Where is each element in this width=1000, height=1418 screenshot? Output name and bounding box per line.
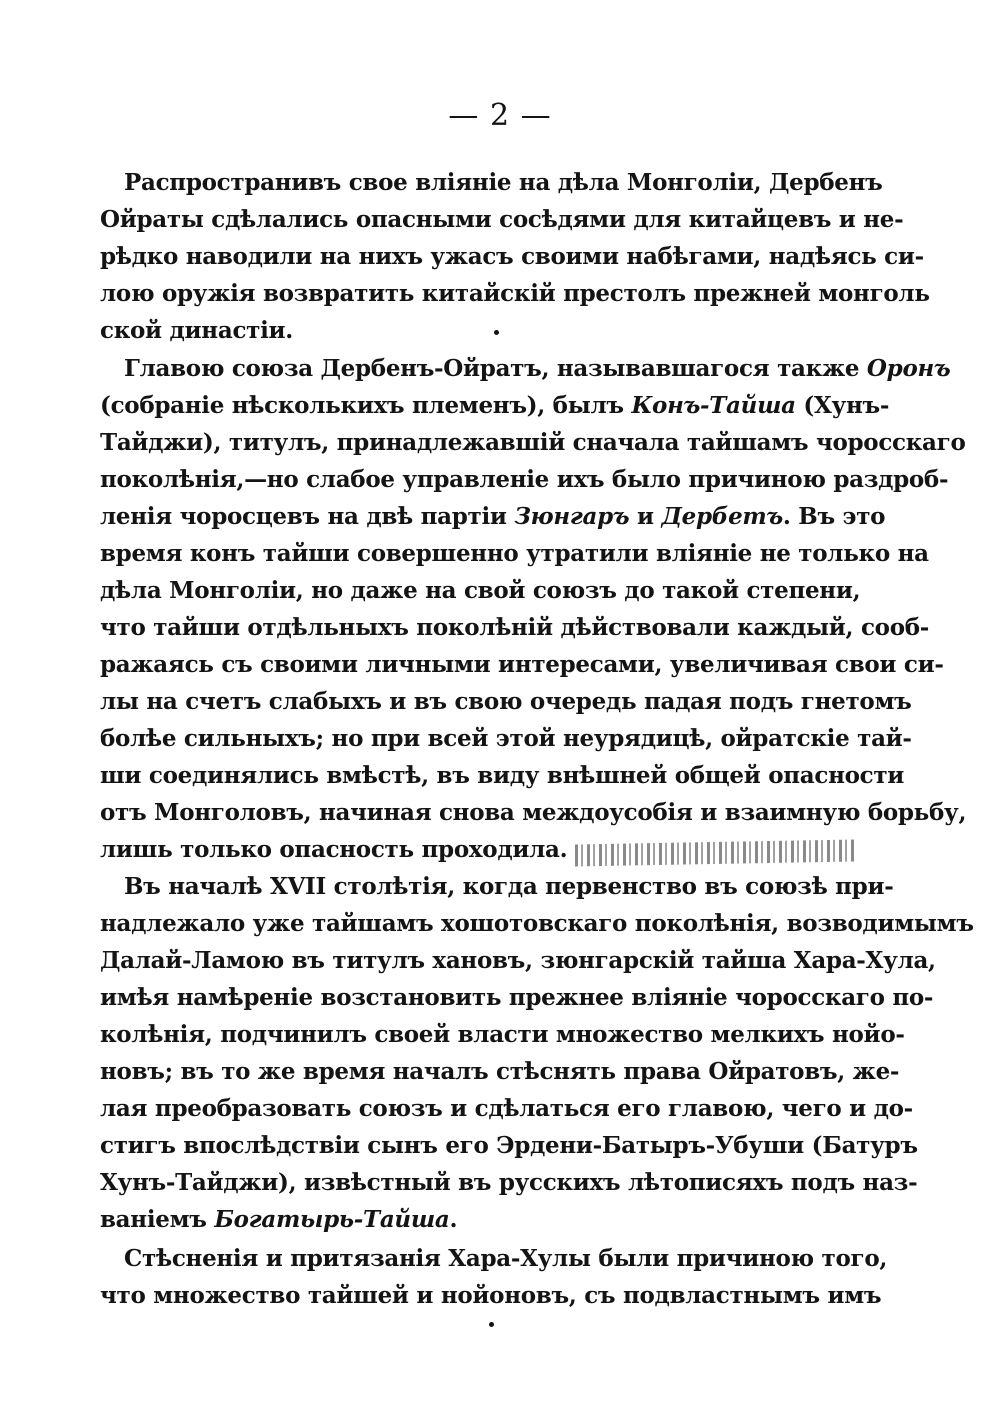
text-line xyxy=(100,942,936,980)
line-text: Ойраты сдѣлались опасными сосѣдями для китайцевъ и не- xyxy=(100,206,904,233)
text-line xyxy=(100,720,912,758)
text-line xyxy=(100,1016,905,1054)
line-text: (Хунъ- xyxy=(795,392,890,419)
italic-term: Конъ-Тайша xyxy=(631,392,796,419)
line-text: стигъ впослѣдствіи сынъ его Эрдени-Батыръ-Убуши (Батуръ xyxy=(100,1132,918,1159)
text-line xyxy=(100,609,930,647)
text-line xyxy=(100,275,930,313)
line-text: лою оружія возвратить китайскій престолъ прежней монголь xyxy=(100,280,930,307)
ink-dot xyxy=(489,1322,494,1327)
line-text: Главою союза Дербенъ-Ойратъ, называвшагося также xyxy=(124,355,867,382)
line-text: Далай-Ламою въ титулъ хановъ, зюнгарскій тайша Хара-Хула, xyxy=(100,947,936,974)
line-text: ской династіи. xyxy=(100,317,294,344)
line-text: лы на счетъ слабыхъ и въ свою очередь падая подъ гнетомъ xyxy=(100,688,912,715)
line-text: Распространивъ свое вліяніе на дѣла Монголіи, Дербенъ xyxy=(124,169,883,196)
text-line xyxy=(100,201,904,239)
line-text: колѣнія, подчинилъ своей власти множество мелкихъ нойо- xyxy=(100,1021,905,1048)
text-line xyxy=(124,350,951,388)
italic-term: Зюнгаръ xyxy=(514,503,630,530)
text-line xyxy=(100,1127,918,1165)
text-line xyxy=(124,1240,888,1278)
italic-term: Дербетъ xyxy=(661,503,783,530)
text-line xyxy=(100,979,934,1017)
text-line xyxy=(100,1090,913,1128)
text-line xyxy=(100,757,905,795)
line-text: Хунъ-Тайджи), извѣстный въ русскихъ лѣтописяхъ подъ наз- xyxy=(100,1169,918,1196)
line-text: Въ началѣ XVII столѣтія, когда первенство въ союзѣ при- xyxy=(124,873,894,900)
text-line xyxy=(100,1277,882,1315)
line-text: ленія чоросцевъ на двѣ партіи xyxy=(100,503,515,530)
text-line xyxy=(100,312,850,350)
line-text: отъ Монголовъ, начиная снова междоусобія и взаимную борьбу, xyxy=(100,799,967,826)
text-line xyxy=(100,424,966,462)
italic-term: Оронъ xyxy=(866,355,951,382)
line-text: . Въ это xyxy=(782,503,886,530)
line-text: (собраніе нѣсколькихъ племенъ), былъ xyxy=(100,392,632,419)
line-text: и xyxy=(629,503,662,530)
text-line xyxy=(100,905,974,943)
line-text: болѣе сильныхъ; но при всей этой неурядицѣ, ойратскіе тай- xyxy=(100,725,912,752)
line-text: ражаясь съ своими личными интересами, увеличивая свои си- xyxy=(100,651,944,678)
text-line xyxy=(100,498,886,536)
italic-term: Богатырь-Тайша xyxy=(214,1206,450,1233)
line-text: Стѣсненія и притязанія Хара-Хулы были причиною того, xyxy=(124,1245,888,1272)
ink-dot xyxy=(494,330,499,335)
line-text: надлежало уже тайшамъ хошотовскаго поколѣнія, возводимымъ xyxy=(100,910,974,937)
line-text: . xyxy=(449,1206,458,1233)
text-line xyxy=(100,1164,918,1202)
line-text: имѣя намѣреніе возстановить прежнее вліяніе чоросскаго по- xyxy=(100,984,934,1011)
line-text: дѣла Монголіи, но даже на свой союзъ до такой степени, xyxy=(100,577,861,604)
line-text: новъ; въ то же время началъ стѣснять права Ойратовъ, же- xyxy=(100,1058,900,1085)
text-line xyxy=(100,683,912,721)
line-text: что тайши отдѣльныхъ поколѣній дѣйствовали каждый, сооб- xyxy=(100,614,930,641)
page-number: — 2 — xyxy=(448,98,552,133)
text-line xyxy=(100,387,890,425)
text-line xyxy=(100,646,944,684)
line-text: лая преобразовать союзъ и сдѣлаться его главою, чего и до- xyxy=(100,1095,913,1122)
text-line xyxy=(100,461,949,499)
line-text: время конъ тайши совершенно утратили вліяніе не только на xyxy=(100,540,929,567)
line-text: рѣдко наводили на нихъ ужасъ своими набѣгами, надѣясь си- xyxy=(100,243,924,270)
text-line xyxy=(124,164,883,202)
line-text: ши соединялись вмѣстѣ, въ виду внѣшней общей опасности xyxy=(100,762,905,789)
text-line xyxy=(100,572,861,610)
text-line xyxy=(100,535,929,573)
line-text: что множество тайшей и нойоновъ, съ подвластнымъ имъ xyxy=(100,1282,882,1309)
line-text: Тайджи), титулъ, принадлежавшій сначала тайшамъ чоросскаго xyxy=(100,429,966,456)
line-text: поколѣнія,—но слабое управленіе ихъ было причиною раздроб- xyxy=(100,466,949,493)
text-line xyxy=(100,1201,850,1239)
text-line xyxy=(100,794,967,832)
text-line xyxy=(100,238,924,276)
text-line xyxy=(124,868,894,906)
line-text: ваніемъ xyxy=(100,1206,215,1233)
text-line xyxy=(100,1053,900,1091)
line-text: лишь только опасность проходила. xyxy=(100,836,568,863)
